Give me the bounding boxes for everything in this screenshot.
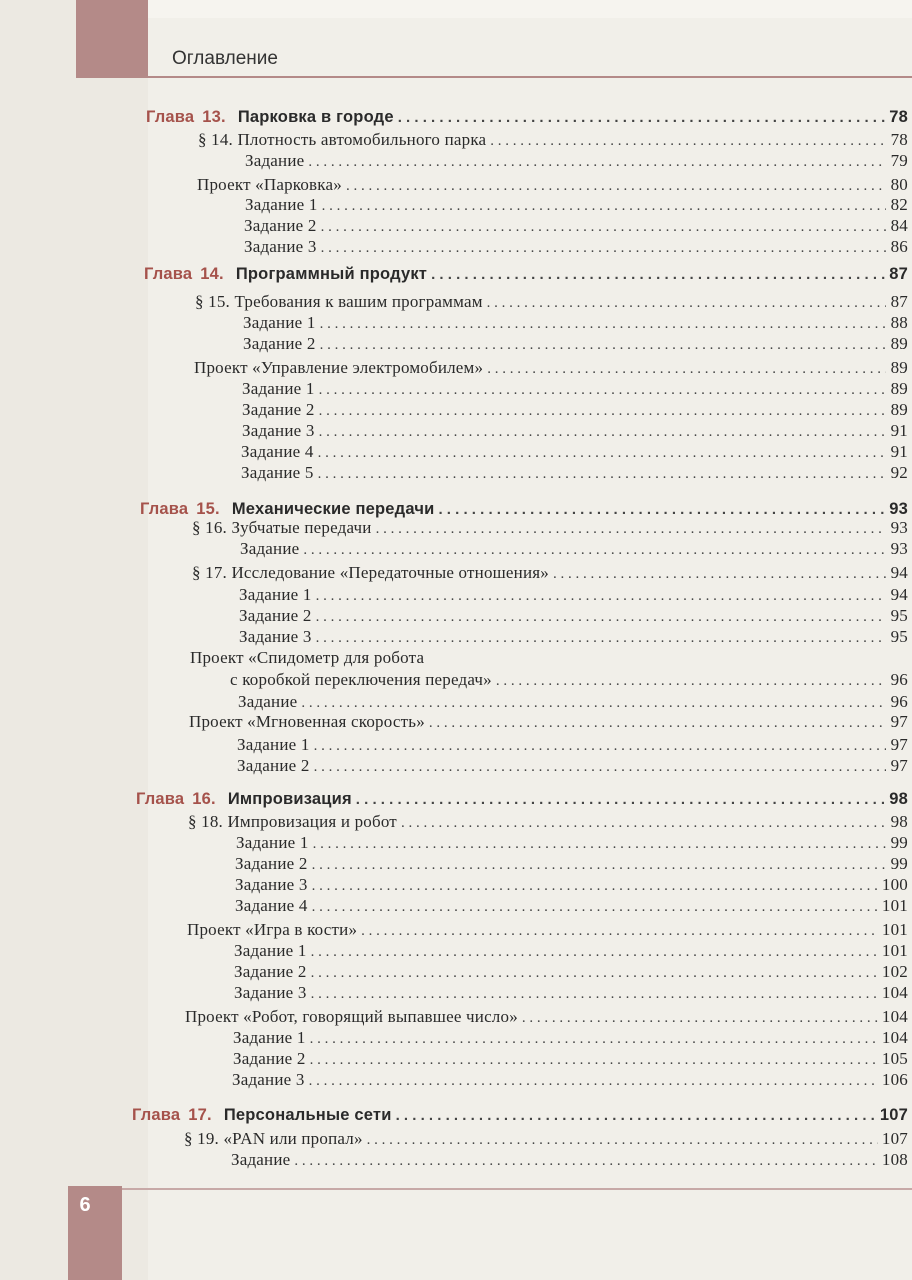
leader-dots <box>356 791 885 808</box>
toc-entry-row <box>192 518 908 539</box>
leader-dots <box>487 295 886 312</box>
toc-entry-row <box>243 334 908 355</box>
toc-entry-label: Задание 1 <box>243 313 316 332</box>
toc-entry-row <box>197 175 908 196</box>
leader-dots <box>308 154 886 171</box>
leader-dots <box>312 857 886 874</box>
toc-entry-label: Проект «Парковка» <box>197 175 342 194</box>
toc-page-number: 89 <box>890 379 908 398</box>
leader-dots <box>319 424 886 441</box>
leader-dots <box>311 965 878 982</box>
toc-chapter-row <box>132 1106 908 1127</box>
toc-page-number: 107 <box>879 1106 908 1124</box>
toc-entry-label: Проект «Мгновенная скорость» <box>189 712 425 731</box>
toc-page-number: 84 <box>890 216 908 235</box>
leader-dots <box>319 382 886 399</box>
toc-entry-label: Задание 2 <box>244 216 317 235</box>
leader-dots <box>321 219 886 236</box>
chapter-number: 13. <box>202 108 226 126</box>
toc-entry-row <box>239 585 908 606</box>
leader-dots <box>398 109 886 126</box>
leader-dots <box>396 1107 876 1124</box>
toc-page-number: 108 <box>881 1150 908 1169</box>
chapter-title: Импровизация <box>227 790 352 808</box>
leader-dots <box>522 1010 878 1027</box>
leader-dots <box>312 878 878 895</box>
toc-entry-label: Задание <box>240 539 300 558</box>
chapter-number: 17. <box>188 1106 212 1124</box>
toc-entry-label: Задание 2 <box>234 962 307 981</box>
toc-entry-row <box>242 379 908 400</box>
leader-dots <box>314 759 886 776</box>
toc-entry-row <box>241 463 908 484</box>
leader-dots <box>310 1031 878 1048</box>
toc-entry-label: Задание 1 <box>234 941 307 960</box>
leader-dots <box>322 198 886 215</box>
toc-page-number: 93 <box>889 500 908 518</box>
toc-page-number: 89 <box>890 400 908 419</box>
toc-entry-row <box>241 442 908 463</box>
leader-dots <box>309 1073 878 1090</box>
toc-page-number: 98 <box>890 812 908 831</box>
chapter-title: Парковка в городе <box>237 108 394 126</box>
toc-entry-row <box>232 1070 908 1091</box>
toc-entry-row <box>189 712 908 733</box>
toc-entry-label: Проект «Игра в кости» <box>187 920 358 939</box>
leader-dots <box>553 566 886 583</box>
toc-entry-row <box>239 627 908 648</box>
leader-dots <box>490 133 886 150</box>
chapter-word: Глава <box>140 500 189 518</box>
toc-entry-row <box>234 941 908 962</box>
toc-page-number: 100 <box>881 875 908 894</box>
toc-entry-row <box>192 563 908 584</box>
toc-entry-row <box>238 692 908 713</box>
toc-page-number: 104 <box>881 1007 908 1026</box>
leader-dots <box>316 588 886 605</box>
toc-page-number: 86 <box>890 237 908 256</box>
toc-entry-row <box>236 833 908 854</box>
toc-entry-row <box>235 854 908 875</box>
leader-dots <box>303 542 886 559</box>
toc-entry-row <box>244 216 908 237</box>
toc-entry-row <box>194 358 908 379</box>
toc-page-number: 101 <box>881 920 908 939</box>
toc-page-number: 98 <box>889 790 908 808</box>
toc-entry-label: Задание 1 <box>236 833 309 852</box>
toc-page-number: 102 <box>881 962 908 981</box>
leader-dots <box>376 521 886 538</box>
toc-entry-label: с коробкой переключения передач» <box>230 670 492 689</box>
toc-entry-row <box>198 130 908 151</box>
page-margin <box>0 0 148 1280</box>
toc-entry-row <box>185 1007 908 1028</box>
toc-page-number: 91 <box>890 442 908 461</box>
running-header-title: Оглавление <box>172 48 278 69</box>
toc-entry-label: § 16. Зубчатые передачи <box>192 518 372 537</box>
toc-entry-row <box>244 237 908 258</box>
leader-dots <box>318 445 886 462</box>
toc-entry-row <box>188 812 908 833</box>
toc-entry-label: Проект «Спидометр для робота <box>190 648 425 667</box>
chapter-title: Персональные сети <box>223 1106 392 1124</box>
leader-dots <box>318 466 886 483</box>
leader-dots <box>311 986 878 1003</box>
chapter-number: 16. <box>192 790 216 808</box>
toc-page-number: 94 <box>890 585 908 604</box>
toc-entry-row <box>243 313 908 334</box>
toc-entry-label: Задание 3 <box>235 875 308 894</box>
header-accent-block <box>76 0 148 78</box>
toc-entry-label: Проект «Робот, говорящий выпавшее число» <box>185 1007 518 1026</box>
toc-page-number: 104 <box>881 983 908 1002</box>
toc-entry-label: Задание 4 <box>241 442 314 461</box>
leader-dots <box>361 923 878 940</box>
toc-page-number: 95 <box>890 606 908 625</box>
leader-dots <box>310 1052 878 1069</box>
toc-entry-row <box>231 1150 908 1171</box>
toc-page-number: 96 <box>890 692 908 711</box>
toc-page-number: 104 <box>881 1028 908 1047</box>
toc-page-number: 89 <box>890 334 908 353</box>
toc-entry-row <box>233 1028 908 1049</box>
toc-page-number: 94 <box>890 563 908 582</box>
toc-entry-row <box>195 292 908 313</box>
toc-page-number: 106 <box>881 1070 908 1089</box>
chapter-title: Механические передачи <box>231 500 435 518</box>
chapter-word: Глава <box>132 1106 181 1124</box>
toc-entry-label: Проект «Управление электромобилем» <box>194 358 484 377</box>
toc-page-number: 99 <box>890 833 908 852</box>
toc-page-number: 97 <box>890 712 908 731</box>
toc-entry-label: Задание 3 <box>244 237 317 256</box>
toc-entry-row <box>184 1129 908 1150</box>
leader-dots <box>320 316 886 333</box>
leader-dots <box>294 1153 877 1170</box>
chapter-number: 15. <box>196 500 220 518</box>
toc-entry-label: Задание <box>238 692 298 711</box>
leader-dots <box>438 501 885 518</box>
toc-entry-row <box>237 735 908 756</box>
toc-entry-label: Задание 1 <box>245 195 318 214</box>
toc-entry-label: Задание 2 <box>243 334 316 353</box>
toc-page-number: 97 <box>890 735 908 754</box>
toc-entry-label: Задание 2 <box>242 400 315 419</box>
toc-entry-label: Задание <box>231 1150 291 1169</box>
toc-page-number: 89 <box>890 358 908 377</box>
toc-entry-label: § 14. Плотность автомобильного парка <box>198 130 487 149</box>
page-number: 6 <box>79 1194 91 1216</box>
toc-entry-label: Задание 1 <box>239 585 312 604</box>
toc-page-number: 101 <box>881 896 908 915</box>
toc-entry-row <box>233 1049 908 1070</box>
leader-dots <box>487 361 886 378</box>
toc-page-number: 91 <box>890 421 908 440</box>
toc-page-number: 93 <box>890 539 908 558</box>
chapter-word: Глава <box>136 790 185 808</box>
leader-dots <box>496 673 886 690</box>
toc-entry-label: Задание 2 <box>235 854 308 873</box>
leader-dots <box>313 836 886 853</box>
toc-page-number: 88 <box>890 313 908 332</box>
toc-entry-label: Задание <box>245 151 305 170</box>
toc-page-number: 82 <box>890 195 908 214</box>
toc-entry-row <box>235 896 908 917</box>
toc-page-number: 105 <box>881 1049 908 1068</box>
toc-entry-row <box>242 421 908 442</box>
toc-entry-label: Задание 3 <box>232 1070 305 1089</box>
toc-entry-label: Задание 1 <box>242 379 315 398</box>
leader-dots <box>367 1132 878 1149</box>
toc-entry-label: Задание 2 <box>237 756 310 775</box>
toc-entry-label: Задание 3 <box>234 983 307 1002</box>
leader-dots <box>316 630 886 647</box>
leader-dots <box>320 337 886 354</box>
leader-dots <box>346 178 886 195</box>
toc-entry-label: § 19. «PAN или пропал» <box>184 1129 363 1148</box>
toc-page-number: 99 <box>890 854 908 873</box>
leader-dots <box>431 266 885 283</box>
toc-page-number: 95 <box>890 627 908 646</box>
toc-page-number: 79 <box>890 151 908 170</box>
header-background <box>148 0 912 18</box>
toc-entry-label: Задание 2 <box>239 606 312 625</box>
toc-page-number: 78 <box>890 130 908 149</box>
toc-chapter-row <box>136 790 908 811</box>
toc-page-number: 101 <box>881 941 908 960</box>
toc-entry-label: § 17. Исследование «Передаточные отношения» <box>192 563 549 582</box>
toc-page-number: 96 <box>890 670 908 689</box>
toc-entry-row <box>234 962 908 983</box>
toc-entry-label: Задание 3 <box>242 421 315 440</box>
leader-dots <box>314 738 886 755</box>
toc-entry-label: Задание 1 <box>237 735 310 754</box>
toc-page-number: 80 <box>890 175 908 194</box>
toc-page-number: 87 <box>890 292 908 311</box>
toc-entry-row <box>239 606 908 627</box>
toc-entry-row <box>242 400 908 421</box>
toc-page-number: 97 <box>890 756 908 775</box>
leader-dots <box>401 815 886 832</box>
toc-entry-label: § 18. Импровизация и робот <box>188 812 397 831</box>
toc-chapter-row <box>144 265 908 286</box>
toc-page-number: 92 <box>890 463 908 482</box>
toc-page-number: 87 <box>889 265 908 283</box>
leader-dots <box>311 944 878 961</box>
leader-dots <box>316 609 886 626</box>
toc-page-number: 78 <box>889 108 908 126</box>
header-rule <box>148 76 912 78</box>
leader-dots <box>429 715 886 732</box>
footer-rule <box>122 1188 912 1190</box>
leader-dots <box>312 899 878 916</box>
toc-entry-label: Задание 1 <box>233 1028 306 1047</box>
chapter-word: Глава <box>146 108 195 126</box>
toc-entry-row <box>235 875 908 896</box>
toc-entry-row <box>240 539 908 560</box>
toc-entry-row <box>245 195 908 216</box>
toc-entry-label: Задание 2 <box>233 1049 306 1068</box>
toc-entry-row <box>187 920 908 941</box>
toc-entry-label: § 15. Требования к вашим программам <box>195 292 483 311</box>
toc-entry-row <box>237 756 908 777</box>
chapter-number: 14. <box>200 265 224 283</box>
toc-entry-row <box>245 151 908 172</box>
toc-entry-label: Задание 4 <box>235 896 308 915</box>
toc-chapter-row <box>146 108 908 129</box>
toc-entry-label: Задание 5 <box>241 463 314 482</box>
chapter-title: Программный продукт <box>235 265 428 283</box>
toc-entry-row <box>234 983 908 1004</box>
chapter-word: Глава <box>144 265 193 283</box>
toc-page-number: 107 <box>881 1129 908 1148</box>
leader-dots <box>321 240 886 257</box>
toc-entry-label: Задание 3 <box>239 627 312 646</box>
leader-dots <box>301 695 886 712</box>
leader-dots <box>319 403 886 420</box>
toc-page-number: 93 <box>890 518 908 537</box>
toc-entry-row <box>230 670 908 691</box>
toc-text-line <box>190 648 908 669</box>
